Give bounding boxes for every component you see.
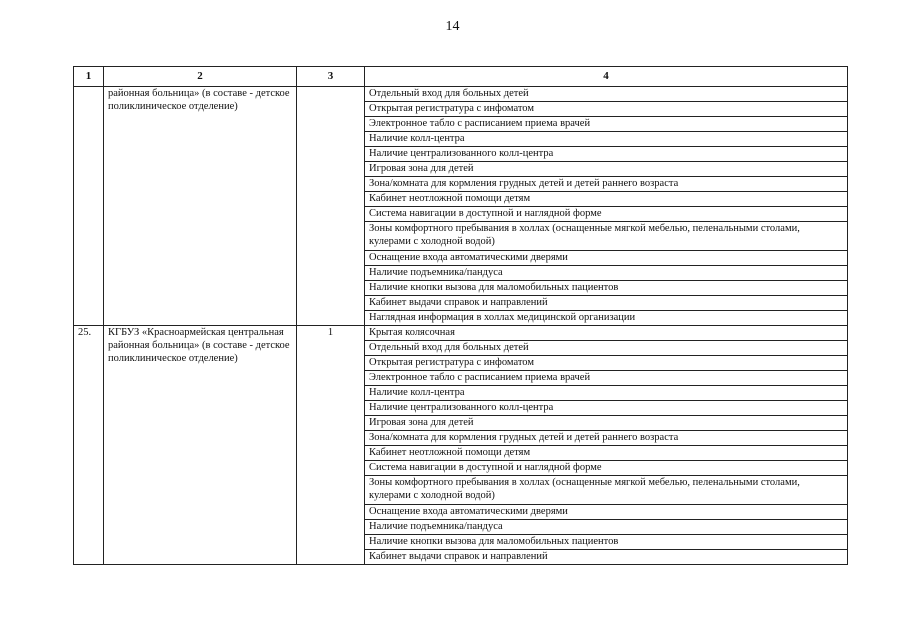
- requirement-item: Кабинет выдачи справок и направлений: [365, 296, 848, 311]
- requirement-item: Наглядная информация в холлах медицинской организации: [365, 311, 848, 326]
- requirement-item: Зона/комната для кормления грудных детей и детей раннего возраста: [365, 431, 848, 446]
- requirement-item: Кабинет неотложной помощи детям: [365, 446, 848, 461]
- requirement-item: Открытая регистратура с инфоматом: [365, 356, 848, 371]
- requirement-item: Наличие кнопки вызова для маломобильных пациентов: [365, 281, 848, 296]
- requirement-item: Кабинет неотложной помощи детям: [365, 192, 848, 207]
- table-row: [74, 326, 848, 341]
- requirement-item: Зона/комната для кормления грудных детей и детей раннего возраста: [365, 177, 848, 192]
- organization-count: 1: [297, 326, 365, 565]
- requirement-item: Наличие подъемника/пандуса: [365, 520, 848, 535]
- requirement-item: Электронное табло с расписанием приема врачей: [365, 371, 848, 386]
- requirement-item: Наличие колл-центра: [365, 386, 848, 401]
- requirement-item: Наличие колл-центра: [365, 132, 848, 147]
- requirement-item: Электронное табло с расписанием приема врачей: [365, 117, 848, 132]
- header-col-2: 2: [104, 67, 297, 87]
- requirement-item: Кабинет выдачи справок и направлений: [365, 550, 848, 565]
- requirement-item: Крытая колясочная: [365, 326, 848, 341]
- requirement-item: Игровая зона для детей: [365, 162, 848, 177]
- requirement-item: Наличие кнопки вызова для маломобильных пациентов: [365, 535, 848, 550]
- requirement-item: Оснащение входа автоматическими дверями: [365, 505, 848, 520]
- requirement-item: Оснащение входа автоматическими дверями: [365, 251, 848, 266]
- organization-count: [297, 87, 365, 326]
- requirement-item: Отдельный вход для больных детей: [365, 341, 848, 356]
- organization-name: КГБУЗ «Красноармейская центральная районная больница» (в составе - детское поликлиническое отделение): [104, 326, 297, 565]
- table-body: [74, 87, 848, 565]
- requirement-item: Открытая регистратура с инфоматом: [365, 102, 848, 117]
- requirement-item: Отдельный вход для больных детей: [365, 87, 848, 102]
- requirement-item: Система навигации в доступной и наглядной форме: [365, 207, 848, 222]
- requirement-item: Наличие подъемника/пандуса: [365, 266, 848, 281]
- row-number: [74, 87, 104, 326]
- header-col-4: 4: [365, 67, 848, 87]
- requirement-item: Наличие централизованного колл-центра: [365, 401, 848, 416]
- header-col-3: 3: [297, 67, 365, 87]
- requirement-item: Зоны комфортного пребывания в холлах (оснащенные мягкой мебелью, пеленальными столами, кулерами с холодной водой): [365, 222, 848, 251]
- requirements-table: [73, 66, 848, 565]
- row-number: 25.: [74, 326, 104, 565]
- requirement-item: Зоны комфортного пребывания в холлах (оснащенные мягкой мебелью, пеленальными столами, кулерами с холодной водой): [365, 476, 848, 505]
- header-row: [74, 67, 848, 87]
- header-col-1: 1: [74, 67, 104, 87]
- page-number: 14: [445, 19, 460, 34]
- requirement-item: Наличие централизованного колл-центра: [365, 147, 848, 162]
- requirement-item: Игровая зона для детей: [365, 416, 848, 431]
- requirement-item: Система навигации в доступной и наглядной форме: [365, 461, 848, 476]
- organization-name: районная больница» (в составе - детское поликлиническое отделение): [104, 87, 297, 326]
- table-row: [74, 87, 848, 102]
